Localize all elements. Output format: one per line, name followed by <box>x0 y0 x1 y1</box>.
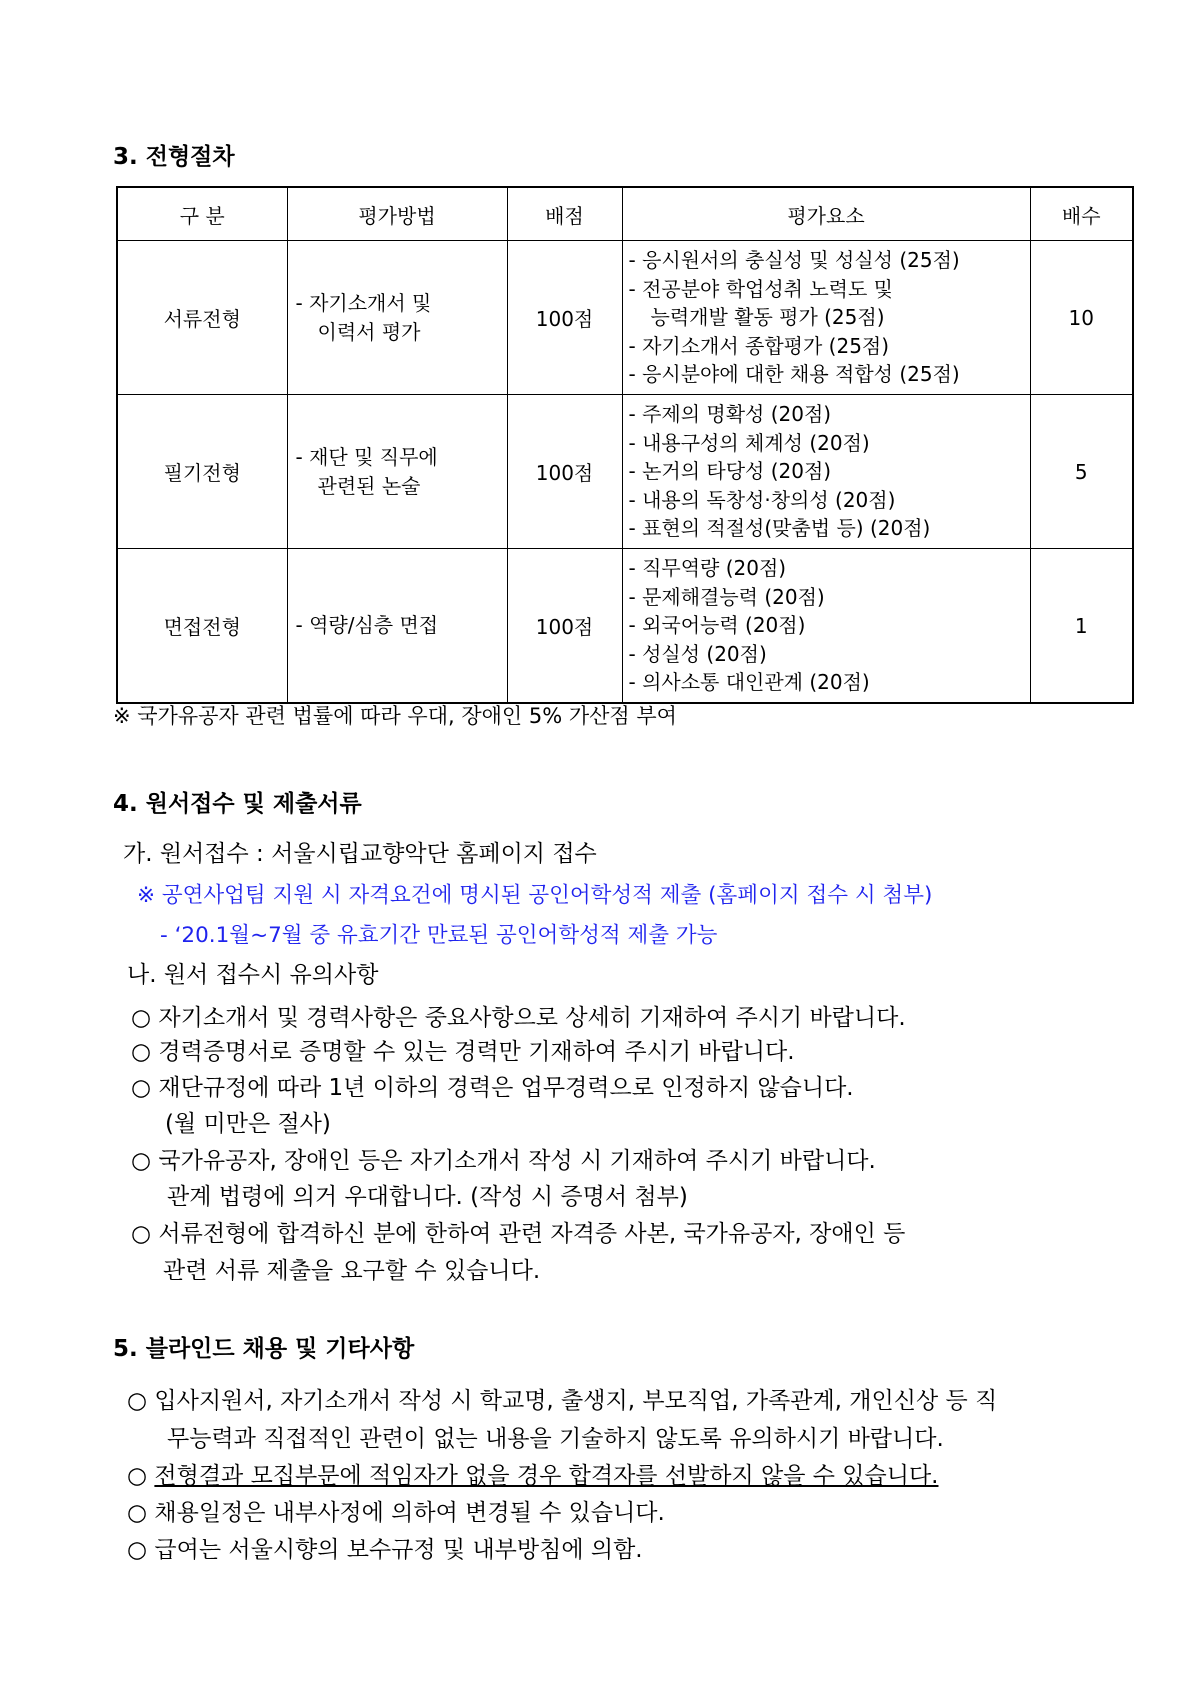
section-4-heading: 4. 원서접수 및 제출서류 <box>113 791 362 817</box>
col-header-multiple: 배수 <box>1030 187 1133 241</box>
element-line: - 의사소통 대인관계 (20점) <box>628 670 870 695</box>
elements-cell <box>622 549 1030 704</box>
element-line: - 응시원서의 충실성 및 성실성 (25점) <box>628 248 960 273</box>
schedule-item: ○ 채용일정은 내부사정에 의하여 변경될 수 있습니다. <box>127 1500 665 1526</box>
no-hire-item <box>127 1457 938 1490</box>
score-cell: 100점 <box>507 549 622 704</box>
col-header-score: 배점 <box>507 187 622 241</box>
element-line: - 자기소개서 종합평가 (25점) <box>628 333 890 358</box>
stage-cell: 필기전형 <box>117 395 287 549</box>
stage-cell: 서류전형 <box>117 241 287 395</box>
notice-item-continuation: 관계 법령에 의거 우대합니다. (작성 시 증명서 첨부) <box>167 1184 688 1210</box>
element-line: - 성실성 (20점) <box>628 641 767 666</box>
notice-item: ○ 국가유공자, 장애인 등은 자기소개서 작성 시 기재하여 주시기 바랍니다. <box>131 1148 876 1174</box>
element-line: - 직무역량 (20점) <box>628 556 787 581</box>
col-header-method: 평가방법 <box>287 187 507 241</box>
elements-cell <box>622 395 1030 549</box>
method-line: - 역량/심층 면접 <box>295 613 439 637</box>
notice-item: ○ 자기소개서 및 경력사항은 중요사항으로 상세히 기재하여 주시기 바랍니다. <box>131 1005 906 1031</box>
multiple-cell: 10 <box>1030 241 1133 395</box>
element-line: - 주제의 명확성 (20점) <box>628 402 832 427</box>
method-cell <box>287 549 507 704</box>
score-cell: 100점 <box>507 395 622 549</box>
table-header-row <box>117 187 1133 241</box>
method-line: 관련된 논술 <box>317 473 421 498</box>
element-line: - 외국어능력 (20점) <box>628 613 806 638</box>
method-line: 이력서 평가 <box>317 319 421 344</box>
table-row <box>117 549 1133 704</box>
element-line: 능력개발 활동 평가 (25점) <box>650 305 885 330</box>
language-score-validity: - ‘20.1월~7월 중 유효기간 만료된 공인어학성적 제출 가능 <box>160 923 718 948</box>
notice-item-continuation: 관련 서류 제출을 요구할 수 있습니다. <box>163 1258 541 1284</box>
element-line: - 전공분야 학업성취 노력도 및 <box>628 276 893 301</box>
elements-cell <box>622 241 1030 395</box>
method-line: - 재단 및 직무에 <box>295 444 438 469</box>
notice-item: ○ 재단규정에 따라 1년 이하의 경력은 업무경력으로 인정하지 않습니다. <box>131 1075 854 1101</box>
notice-item: ○ 경력증명서로 증명할 수 있는 경력만 기재하여 주시기 바랍니다. <box>131 1039 795 1065</box>
col-header-stage: 구 분 <box>117 187 287 241</box>
element-line: - 논거의 타당성 (20점) <box>628 459 832 484</box>
stage-cell: 면접전형 <box>117 549 287 704</box>
salary-item: ○ 급여는 서울시향의 보수규정 및 내부방침에 의함. <box>127 1537 643 1563</box>
multiple-cell: 1 <box>1030 549 1133 704</box>
method-line: - 자기소개서 및 <box>295 290 432 315</box>
blind-hiring-item: ○ 입사지원서, 자기소개서 작성 시 학교명, 출생지, 부모직업, 가족관계, 개인신상 등 직 <box>127 1388 998 1414</box>
no-hire-text: 전형결과 모집부문에 적임자가 없을 경우 합격자를 선발하지 않을 수 있습니다. <box>154 1463 939 1489</box>
table-row <box>117 395 1133 549</box>
language-score-note: ※ 공연사업팀 지원 시 자격요건에 명시된 공인어학성적 제출 (홈페이지 접수 시 첨부) <box>137 883 933 908</box>
element-line: - 내용구성의 체계성 (20점) <box>628 430 870 455</box>
notice-item: ○ 서류전형에 합격하신 분에 한하여 관련 자격증 사본, 국가유공자, 장애인 등 <box>131 1221 906 1247</box>
subsection-na: 나. 원서 접수시 유의사항 <box>127 962 379 988</box>
col-header-elements: 평가요소 <box>622 187 1030 241</box>
section-5-heading: 5. 블라인드 채용 및 기타사항 <box>113 1336 415 1362</box>
notice-item-continuation: (월 미만은 절사) <box>165 1111 331 1137</box>
multiple-cell: 5 <box>1030 395 1133 549</box>
method-cell <box>287 241 507 395</box>
evaluation-table <box>116 186 1134 704</box>
element-line: - 응시분야에 대한 채용 적합성 (25점) <box>628 362 960 387</box>
section-3-heading: 3. 전형절차 <box>113 144 235 170</box>
subsection-ga: 가. 원서접수 : 서울시립교향악단 홈페이지 접수 <box>123 841 597 867</box>
bullet: ○ <box>127 1463 155 1489</box>
score-cell: 100점 <box>507 241 622 395</box>
bonus-note: ※ 국가유공자 관련 법률에 따라 우대, 장애인 5% 가산점 부여 <box>113 704 677 728</box>
method-cell <box>287 395 507 549</box>
table-row <box>117 241 1133 395</box>
element-line: - 문제해결능력 (20점) <box>628 584 825 609</box>
element-line: - 내용의 독창성·창의성 (20점) <box>628 487 896 512</box>
blind-hiring-item-continuation: 무능력과 직접적인 관련이 없는 내용을 기술하지 않도록 유의하시기 바랍니다. <box>167 1426 944 1452</box>
element-line: - 표현의 적절성(맞춤법 등) (20점) <box>628 516 931 541</box>
